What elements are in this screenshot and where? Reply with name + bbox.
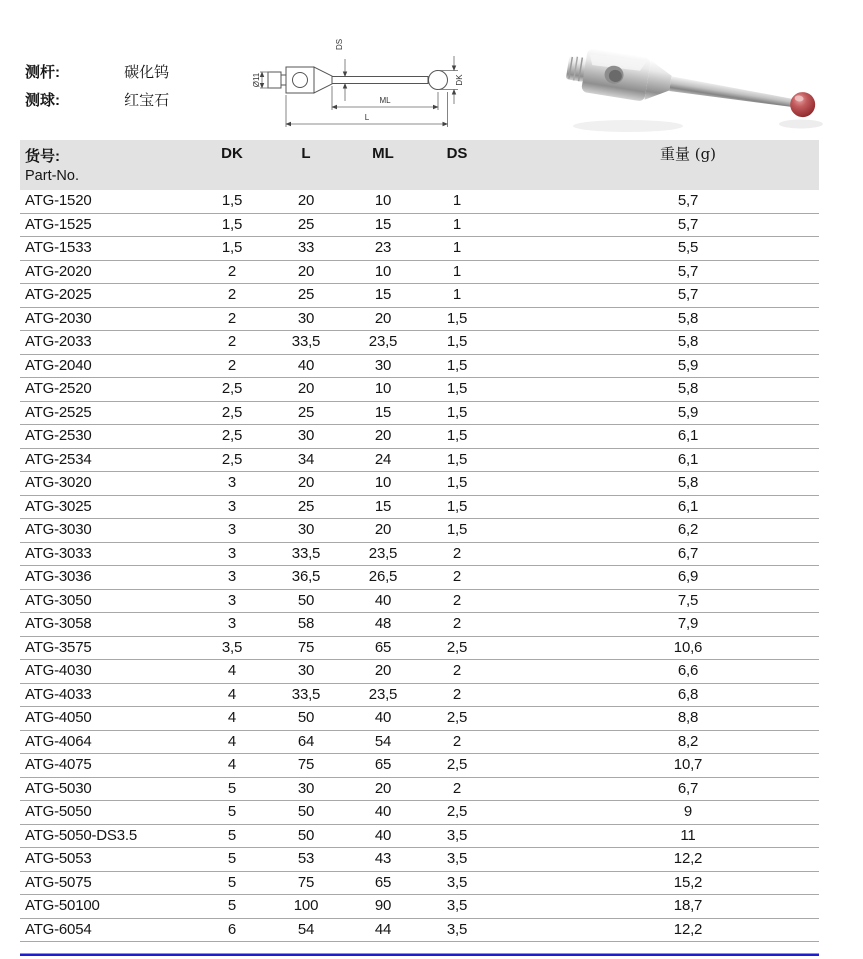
cell-weight: 10,7 — [673, 756, 703, 773]
cell-weight: 7,9 — [677, 615, 699, 632]
cell-l: 30 — [297, 779, 315, 797]
cell-l: 50 — [297, 826, 315, 844]
cell-part-no: ATG-4075 — [25, 756, 92, 773]
cell-dk: 6 — [227, 920, 237, 938]
table-row — [20, 449, 819, 473]
cell-dk: 3 — [227, 615, 237, 632]
cell-ml: 15 — [374, 286, 392, 303]
cell-part-no: ATG-5075 — [25, 873, 92, 891]
cell-dk: 2,5 — [221, 450, 243, 468]
cell-dk: 3 — [227, 497, 237, 515]
cell-weight: 5,8 — [677, 309, 699, 327]
cell-ml: 24 — [374, 450, 392, 468]
cell-ds: 2 — [452, 779, 462, 797]
cell-l: 30 — [297, 427, 315, 444]
table-row — [20, 378, 819, 402]
stem-material-value: 碳化钨 — [124, 63, 170, 81]
table-row — [20, 895, 819, 919]
table-row — [20, 496, 819, 520]
cell-l: 25 — [297, 403, 315, 421]
table-body — [20, 190, 819, 942]
cell-ds: 1,5 — [446, 474, 468, 491]
cell-part-no: ATG-2040 — [25, 356, 92, 374]
cell-dk: 5 — [227, 826, 237, 844]
table-row — [20, 872, 819, 896]
cell-ds: 1 — [452, 215, 462, 233]
cell-dk: 3 — [227, 474, 237, 491]
cell-part-no: ATG-3033 — [25, 544, 92, 562]
cell-weight: 6,9 — [677, 568, 699, 585]
cell-l: 30 — [297, 662, 315, 679]
dim-label-ds: DS — [335, 38, 344, 50]
cell-part-no: ATG-3025 — [25, 497, 92, 515]
cell-dk: 5 — [227, 850, 237, 867]
header-weight: 重量 (g) — [659, 145, 717, 163]
cell-part-no: ATG-2025 — [25, 286, 92, 303]
cell-ds: 2 — [452, 544, 462, 562]
cell-part-no: ATG-5050 — [25, 803, 92, 820]
cell-dk: 2 — [227, 262, 237, 280]
cell-ds: 3,5 — [446, 920, 468, 938]
cell-l: 64 — [297, 732, 315, 750]
cell-ml: 40 — [374, 803, 392, 820]
cell-dk: 3 — [227, 544, 237, 562]
header-part-no-en: Part-No. — [25, 168, 79, 184]
table-row — [20, 237, 819, 261]
cell-dk: 3,5 — [221, 638, 243, 656]
cell-part-no: ATG-2033 — [25, 333, 92, 350]
cell-l: 20 — [297, 474, 315, 491]
table-row — [20, 707, 819, 731]
cell-ml: 10 — [374, 262, 392, 280]
cell-dk: 3 — [227, 521, 237, 538]
cell-ml: 20 — [374, 662, 392, 679]
cell-weight: 8,2 — [677, 732, 699, 750]
cell-ds: 1,5 — [446, 497, 468, 515]
cell-dk: 2 — [227, 286, 237, 303]
cell-l: 50 — [297, 803, 315, 820]
cell-l: 20 — [297, 192, 315, 209]
cell-part-no: ATG-1525 — [25, 215, 92, 233]
cell-weight: 12,2 — [673, 920, 703, 938]
cell-weight: 5,9 — [677, 356, 699, 374]
cell-dk: 5 — [227, 897, 237, 914]
cell-weight: 15,2 — [673, 873, 703, 891]
cell-ds: 1,5 — [446, 356, 468, 374]
stem-material-label: 测杆: — [25, 64, 60, 81]
bottom-accent-rule — [20, 953, 819, 956]
cell-l: 30 — [297, 309, 315, 327]
cell-dk: 1,5 — [221, 192, 243, 209]
cell-weight: 5,7 — [677, 215, 699, 233]
cell-ml: 15 — [374, 215, 392, 233]
table-row — [20, 425, 819, 449]
header-dk: DK — [221, 145, 243, 162]
cell-part-no: ATG-3036 — [25, 568, 92, 585]
cell-l: 50 — [297, 591, 315, 609]
cell-part-no: ATG-50100 — [25, 897, 100, 914]
cell-ds: 2 — [452, 732, 462, 750]
cell-ds: 3,5 — [446, 850, 468, 867]
dim-label-d11: Ø11 — [252, 72, 261, 88]
cell-weight: 6,8 — [677, 685, 699, 703]
cell-weight: 6,6 — [677, 662, 699, 679]
cell-ml: 10 — [374, 380, 392, 397]
cell-part-no: ATG-3050 — [25, 591, 92, 609]
material-specs — [25, 58, 169, 114]
cell-ml: 23 — [374, 239, 392, 256]
stylus-dimension-diagram — [250, 28, 465, 133]
cell-dk: 4 — [227, 732, 237, 750]
cell-part-no: ATG-4030 — [25, 662, 92, 679]
table-row — [20, 731, 819, 755]
cell-ds: 1 — [452, 262, 462, 280]
cell-weight: 7,5 — [677, 591, 699, 609]
table-row — [20, 778, 819, 802]
cell-weight: 9 — [683, 803, 693, 820]
cell-dk: 5 — [227, 803, 237, 820]
cell-l: 33,5 — [291, 544, 321, 562]
cell-part-no: ATG-2525 — [25, 403, 92, 421]
table-row — [20, 637, 819, 661]
table-row — [20, 472, 819, 496]
cell-dk: 4 — [227, 756, 237, 773]
cell-ds: 1,5 — [446, 521, 468, 538]
cell-dk: 2 — [227, 309, 237, 327]
cell-weight: 6,7 — [677, 544, 699, 562]
cell-part-no: ATG-1520 — [25, 192, 92, 209]
cell-ml: 65 — [374, 638, 392, 656]
cell-weight: 5,9 — [677, 403, 699, 421]
cell-l: 25 — [297, 497, 315, 515]
cell-ml: 15 — [374, 497, 392, 515]
cell-l: 75 — [297, 638, 315, 656]
cell-dk: 2 — [227, 333, 237, 350]
cell-l: 33 — [297, 239, 315, 256]
cell-weight: 6,1 — [677, 427, 699, 444]
cell-ml: 26,5 — [368, 568, 398, 585]
table-row — [20, 801, 819, 825]
cell-part-no: ATG-2030 — [25, 309, 92, 327]
table-row — [20, 848, 819, 872]
cell-ds: 1 — [452, 239, 462, 256]
cell-ds: 2 — [452, 685, 462, 703]
table-row — [20, 590, 819, 614]
cell-dk: 2,5 — [221, 403, 243, 421]
cell-part-no: ATG-2534 — [25, 450, 92, 468]
cell-part-no: ATG-6054 — [25, 920, 92, 938]
cell-ml: 23,5 — [368, 685, 398, 703]
cell-ml: 54 — [374, 732, 392, 750]
spec-row-ball — [25, 86, 169, 114]
cell-ds: 2,5 — [446, 803, 468, 820]
cell-dk: 2 — [227, 356, 237, 374]
cell-part-no: ATG-3058 — [25, 615, 92, 632]
cell-part-no: ATG-2020 — [25, 262, 92, 280]
cell-weight: 8,8 — [677, 709, 699, 726]
cell-dk: 1,5 — [221, 239, 243, 256]
table-row — [20, 402, 819, 426]
cell-part-no: ATG-2530 — [25, 427, 92, 444]
cell-weight: 6,1 — [677, 450, 699, 468]
cell-part-no: ATG-2520 — [25, 380, 92, 397]
cell-ml: 23,5 — [368, 544, 398, 562]
cell-dk: 1,5 — [221, 215, 243, 233]
header-ml: ML — [372, 145, 394, 162]
cell-weight: 12,2 — [673, 850, 703, 867]
table-row — [20, 613, 819, 637]
cell-ml: 90 — [374, 897, 392, 914]
cell-weight: 5,7 — [677, 192, 699, 209]
cell-ds: 2 — [452, 591, 462, 609]
cell-part-no: ATG-4033 — [25, 685, 92, 703]
header-ds: DS — [446, 145, 468, 162]
cell-ml: 40 — [374, 826, 392, 844]
cell-ml: 20 — [374, 521, 392, 538]
cell-ml: 23,5 — [368, 333, 398, 350]
cell-part-no: ATG-4064 — [25, 732, 92, 750]
table-row — [20, 261, 819, 285]
table-row — [20, 284, 819, 308]
cell-dk: 5 — [227, 779, 237, 797]
cell-ml: 10 — [374, 474, 392, 491]
cell-ds: 3,5 — [446, 826, 468, 844]
cell-dk: 3 — [227, 591, 237, 609]
cell-part-no: ATG-4050 — [25, 709, 92, 726]
table-row — [20, 543, 819, 567]
table-row — [20, 519, 819, 543]
table-row — [20, 308, 819, 332]
cell-weight: 6,2 — [677, 521, 699, 538]
cell-part-no: ATG-3020 — [25, 474, 92, 491]
ball-material-label: 测球: — [25, 92, 60, 109]
cell-ml: 20 — [374, 427, 392, 444]
table-row — [20, 331, 819, 355]
cell-part-no: ATG-5053 — [25, 850, 92, 867]
cell-weight: 5,8 — [677, 333, 699, 350]
cell-ml: 65 — [374, 756, 392, 773]
table-row — [20, 660, 819, 684]
cell-ds: 2 — [452, 662, 462, 679]
table-header — [20, 140, 819, 190]
cell-l: 100 — [293, 897, 319, 914]
cell-l: 34 — [297, 450, 315, 468]
cell-l: 20 — [297, 380, 315, 397]
table-row — [20, 754, 819, 778]
dim-label-dk: DK — [455, 74, 464, 86]
cell-ds: 2 — [452, 615, 462, 632]
cell-ml: 48 — [374, 615, 392, 632]
cell-weight: 5,7 — [677, 262, 699, 280]
cell-l: 75 — [297, 873, 315, 891]
cell-ml: 44 — [374, 920, 392, 938]
cell-ds: 1,5 — [446, 427, 468, 444]
cell-weight: 5,8 — [677, 474, 699, 491]
dim-label-ml: ML — [379, 96, 391, 105]
table-row — [20, 919, 819, 943]
cell-dk: 3 — [227, 568, 237, 585]
cell-weight: 10,6 — [673, 638, 703, 656]
cell-dk: 4 — [227, 685, 237, 703]
cell-l: 40 — [297, 356, 315, 374]
header-part-no-cn: 货号: — [25, 148, 60, 165]
cell-ml: 15 — [374, 403, 392, 421]
cell-dk: 2,5 — [221, 427, 243, 444]
cell-ds: 1,5 — [446, 403, 468, 421]
table-row — [20, 214, 819, 238]
cell-ds: 2,5 — [446, 756, 468, 773]
cell-ds: 2,5 — [446, 638, 468, 656]
cell-weight: 5,8 — [677, 380, 699, 397]
cell-part-no: ATG-5050-DS3.5 — [25, 826, 137, 844]
cell-ds: 2 — [452, 568, 462, 585]
cell-ml: 43 — [374, 850, 392, 867]
table-row — [20, 355, 819, 379]
cell-weight: 6,7 — [677, 779, 699, 797]
cell-part-no: ATG-1533 — [25, 239, 92, 256]
cell-l: 36,5 — [291, 568, 321, 585]
cell-part-no: ATG-3030 — [25, 521, 92, 538]
cell-ml: 40 — [374, 709, 392, 726]
cell-weight: 6,1 — [677, 497, 699, 515]
table-row — [20, 566, 819, 590]
cell-ds: 3,5 — [446, 897, 468, 914]
cell-part-no: ATG-5030 — [25, 779, 92, 797]
cell-l: 20 — [297, 262, 315, 280]
cell-l: 25 — [297, 215, 315, 233]
header-l: L — [301, 145, 311, 162]
cell-ml: 20 — [374, 779, 392, 797]
cell-weight: 18,7 — [673, 897, 703, 914]
cell-ds: 1,5 — [446, 333, 468, 350]
spec-row-stem — [25, 58, 169, 86]
cell-ds: 2,5 — [446, 709, 468, 726]
cell-ml: 65 — [374, 873, 392, 891]
table-row — [20, 684, 819, 708]
cell-l: 54 — [297, 920, 315, 938]
dim-label-l: L — [364, 113, 370, 122]
cell-weight: 5,5 — [677, 239, 699, 256]
cell-ds: 1,5 — [446, 380, 468, 397]
cell-l: 33,5 — [291, 333, 321, 350]
cell-ds: 1 — [452, 192, 462, 209]
cell-part-no: ATG-3575 — [25, 638, 92, 656]
cell-ds: 1,5 — [446, 450, 468, 468]
cell-dk: 4 — [227, 662, 237, 679]
cell-dk: 5 — [227, 873, 237, 891]
table-row — [20, 825, 819, 849]
cell-ml: 40 — [374, 591, 392, 609]
cell-l: 25 — [297, 286, 315, 303]
cell-l: 33,5 — [291, 685, 321, 703]
cell-l: 30 — [297, 521, 315, 538]
cell-weight: 11 — [680, 826, 696, 844]
cell-l: 58 — [297, 615, 315, 632]
cell-ds: 3,5 — [446, 873, 468, 891]
stylus-photo — [558, 28, 858, 138]
cell-l: 75 — [297, 756, 315, 773]
cell-l: 53 — [297, 850, 315, 867]
cell-ds: 1,5 — [446, 309, 468, 327]
cell-ml: 30 — [374, 356, 392, 374]
cell-ml: 10 — [374, 192, 392, 209]
cell-l: 50 — [297, 709, 315, 726]
cell-dk: 4 — [227, 709, 237, 726]
cell-ml: 20 — [374, 309, 392, 327]
ball-material-value: 红宝石 — [124, 91, 170, 109]
cell-dk: 2,5 — [221, 380, 243, 397]
table-row — [20, 190, 819, 214]
cell-ds: 1 — [452, 286, 462, 303]
cell-weight: 5,7 — [677, 286, 699, 303]
